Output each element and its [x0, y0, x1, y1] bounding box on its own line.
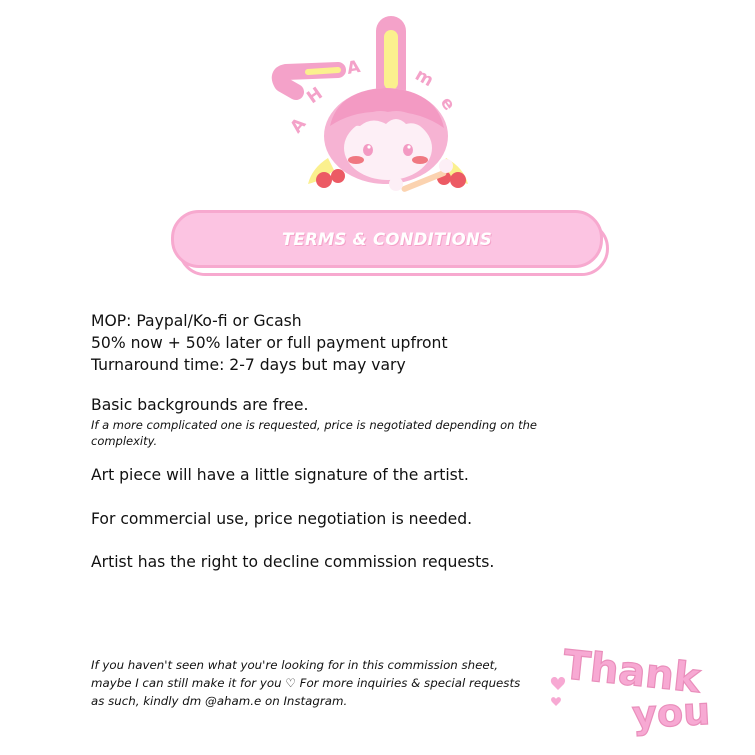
logo-letter-5: e [435, 93, 459, 115]
commercial-line: For commercial use, price negotiation is needed. [91, 510, 473, 528]
logo-letter-2: H [303, 83, 327, 109]
bunny-mascot-image [268, 8, 498, 203]
terms-banner [171, 210, 603, 268]
aham-e-logo [268, 8, 498, 203]
thank-you-sticker [540, 640, 740, 740]
decline-line: Artist has the right to decline commission requests. [91, 553, 495, 571]
footer-note: If you haven't seen what you're looking for in this commission sheet, maybe I can still make it for you ♡ For more inquiries & special requests as such, kindly dm @aham.e on Instagram. [91, 658, 521, 708]
mop-line: MOP: Paypal/Ko-fi or Gcash [91, 312, 302, 330]
thank-text: Thank [560, 642, 703, 703]
logo-letter-1: A [286, 114, 311, 138]
backgrounds-line: Basic backgrounds are free. [91, 396, 309, 414]
logo-letter-4: m [411, 65, 437, 92]
logo-letter-3: A [345, 56, 362, 79]
you-text: you [631, 688, 712, 737]
banner-title: TERMS & CONDITIONS [282, 229, 492, 249]
payment-line: 50% now + 50% later or full payment upfront [91, 334, 448, 352]
terms-block [91, 310, 561, 449]
backgrounds-note: If a more complicated one is requested, price is negotiated depending on the complexity. [91, 418, 537, 448]
signature-line: Art piece will have a little signature of the artist. [91, 466, 469, 484]
turnaround-line: Turnaround time: 2-7 days but may vary [91, 356, 406, 374]
heart-icon-small [551, 697, 561, 706]
